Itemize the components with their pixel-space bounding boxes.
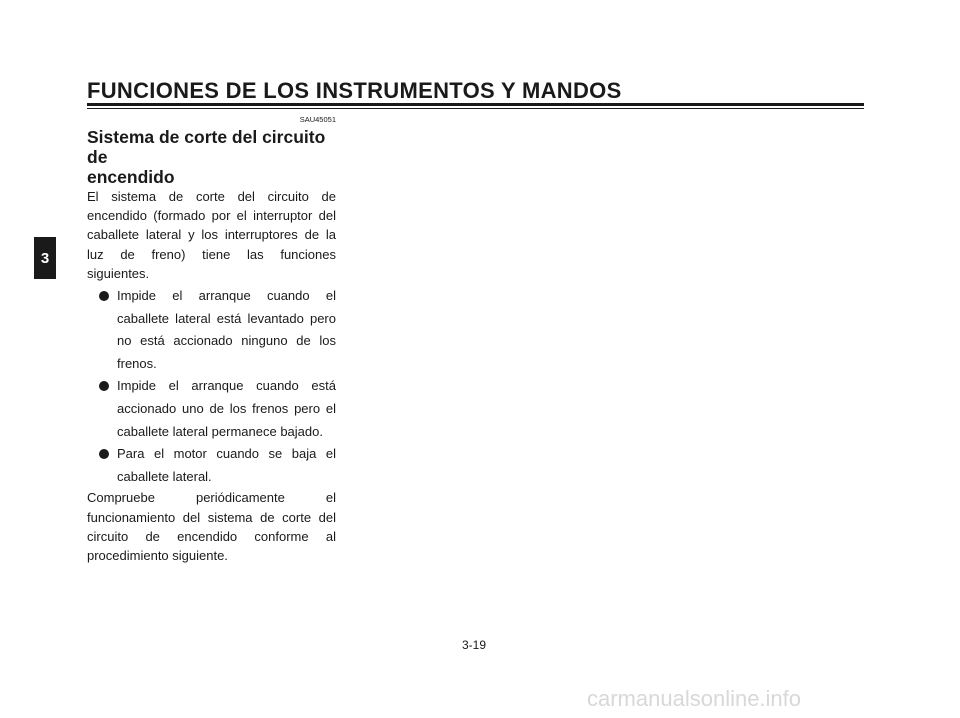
closing-paragraph: Compruebe periódicamente el funcionamiento del sistema de corte del circuito de encendido conforme al procedimiento siguiente. xyxy=(87,490,336,563)
header-rule-thin xyxy=(87,108,864,109)
section-title-line2: encendido xyxy=(87,167,175,187)
bullet-icon xyxy=(99,449,109,459)
list-item-text: Impide el arranque cuando el caballete lateral está levantado pero no está accionado ninguno de los frenos. xyxy=(117,288,336,371)
list-item xyxy=(87,443,336,488)
section-code: SAU45051 xyxy=(299,115,336,124)
watermark: carmanualsonline.info xyxy=(587,686,802,711)
section-title xyxy=(87,127,336,187)
chapter-tab: 3 xyxy=(34,237,56,279)
header-rule xyxy=(87,103,864,106)
intro-paragraph: El sistema de corte del circuito de encendido (formado por el interruptor del caballete lateral y los interruptores de la luz de freno) tiene las funciones siguientes. xyxy=(87,189,336,281)
page-header-title: FUNCIONES DE LOS INSTRUMENTOS Y MANDOS xyxy=(87,78,622,103)
page-number: 3-19 xyxy=(462,638,487,652)
section-title-line1: Sistema de corte del circuito de xyxy=(87,127,326,167)
list-item-text: Impide el arranque cuando está accionado uno de los frenos pero el caballete lateral permanece bajado. xyxy=(117,378,336,439)
section-content xyxy=(87,115,336,565)
list-item xyxy=(87,375,336,443)
bullet-icon xyxy=(99,291,109,301)
bullet-icon xyxy=(99,381,109,391)
list-item xyxy=(87,285,336,375)
list-item-text: Para el motor cuando se baja el caballete lateral. xyxy=(117,446,336,484)
function-list xyxy=(87,285,336,488)
